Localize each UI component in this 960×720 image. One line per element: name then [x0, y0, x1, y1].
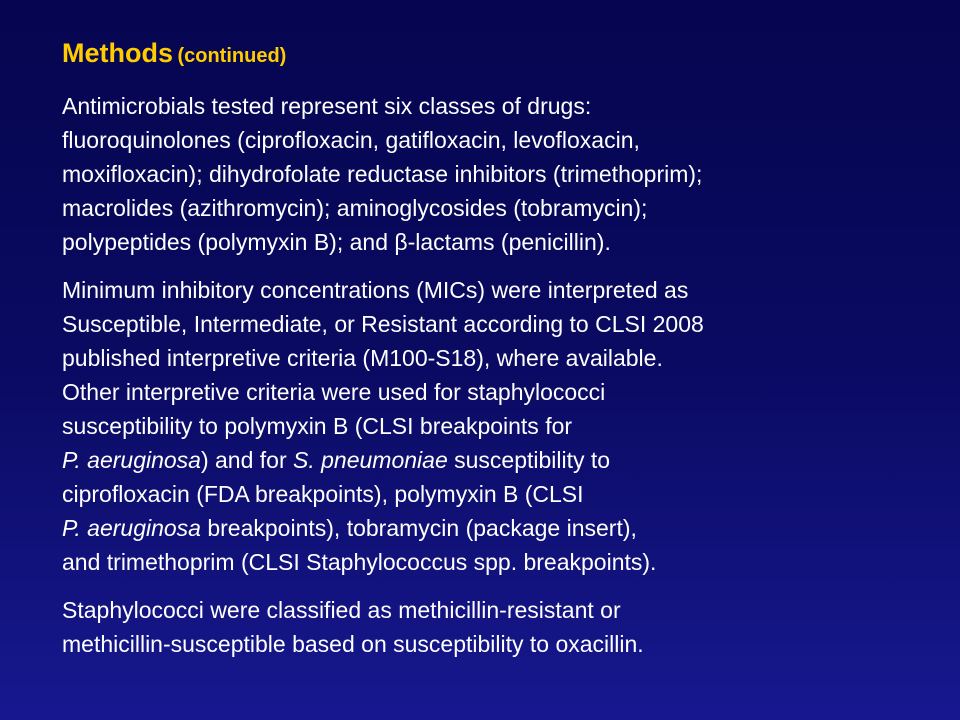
text-line-mixed	[62, 443, 932, 477]
text-line: Staphylococci were classified as methicillin-resistant or	[62, 597, 621, 623]
organism-name: P. aeruginosa	[62, 515, 201, 541]
text-line: Antimicrobials tested represent six classes of drugs:	[62, 93, 592, 119]
text-line: susceptibility to polymyxin B (CLSI breakpoints for	[62, 413, 573, 439]
paragraph-mic-interpretation	[62, 273, 932, 579]
title-sub: (continued)	[177, 45, 287, 67]
text-line: ciprofloxacin (FDA breakpoints), polymyxin B (CLSI	[62, 481, 584, 507]
organism-name: P. aeruginosa	[62, 447, 201, 473]
text-line: Minimum inhibitory concentrations (MICs) were interpreted as	[62, 277, 689, 303]
text-line: methicillin-susceptible based on susceptibility to oxacillin.	[62, 631, 644, 657]
title-main: Methods	[62, 38, 173, 68]
organism-name: S. pneumoniae	[293, 447, 448, 473]
text-line: and trimethoprim (CLSI Staphylococcus spp. breakpoints).	[62, 549, 657, 575]
text-line: polypeptides (polymyxin B); and β-lactams (penicillin).	[62, 229, 611, 255]
slide-title	[62, 36, 932, 75]
text-line: published interpretive criteria (M100-S18), where available.	[62, 345, 663, 371]
text-line-mixed	[62, 511, 932, 545]
text-line: Other interpretive criteria were used for staphylococci	[62, 379, 606, 405]
text-fragment: breakpoints), tobramycin (package insert),	[200, 515, 637, 541]
text-fragment: ) and for	[200, 447, 294, 473]
text-line: Susceptible, Intermediate, or Resistant according to CLSI 2008	[62, 311, 704, 337]
text-fragment: susceptibility to	[447, 447, 611, 473]
text-line: fluoroquinolones (ciprofloxacin, gatifloxacin, levofloxacin,	[62, 127, 640, 153]
text-line: macrolides (azithromycin); aminoglycosides (tobramycin);	[62, 195, 648, 221]
slide-content	[62, 36, 932, 675]
paragraph-staphylococci	[62, 593, 932, 661]
text-line: moxifloxacin); dihydrofolate reductase inhibitors (trimethoprim);	[62, 161, 703, 187]
paragraph-antimicrobials	[62, 89, 932, 259]
